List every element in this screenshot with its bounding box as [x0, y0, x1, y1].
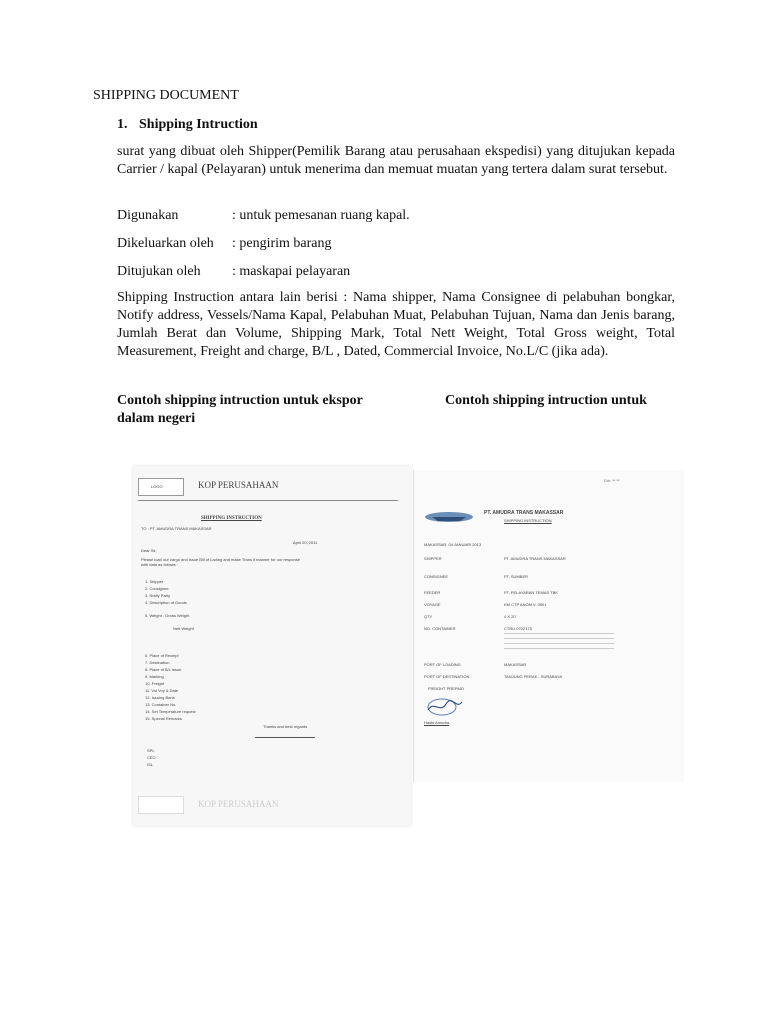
- field-row: [117, 235, 332, 253]
- company-name: PT. AMUDRA TRANS MAKASSAR: [484, 510, 564, 516]
- example-domestic-caption: Contoh shipping intruction untuk: [445, 393, 647, 408]
- list-item: 7. Destination: [145, 660, 170, 665]
- example-export-caption: Contoh shipping intruction untuk ekspor: [117, 393, 363, 408]
- section-heading-text: Shipping Intruction: [139, 117, 258, 132]
- field-key: Ditujukan oleh: [117, 264, 201, 279]
- field-value: : pengirim barang: [232, 236, 332, 251]
- list-item: 11. Vsl Voy & Date: [145, 688, 179, 693]
- contents-paragraph: Shipping Instruction antara lain berisi : Nama shipper, Nama Consignee di pelabuhan bongkar, Notify address, Vessels/Nama Kapal, Pelabuhan Muat, Pelabuhan Tujuan, Nama dan Jenis barang, Jumlah Berat dan Volume, Shipping Mark, Total Nett Weight, Total Gross weight, Total Measurement, Freight and charge, B/L , Dated, Commercial Invoice, No.L/C (jika ada).: [117, 290, 675, 359]
- freight-note: FREIGHT PREPAID: [428, 686, 464, 691]
- ship-logo-icon: [424, 510, 474, 524]
- sign-label: CEO: [147, 755, 156, 760]
- signer-name: Hasbi Amudra: [424, 720, 450, 725]
- divider: [138, 500, 398, 501]
- container-line: [504, 643, 614, 644]
- scan-closing: Thanks and best regards: [263, 724, 308, 729]
- sign-label: ISL: [147, 762, 154, 767]
- row-label: FEEDER: [424, 590, 441, 595]
- port-dest-label: PORT OF DESTINATION: [424, 674, 470, 679]
- row-label: CONSIGNEE: [424, 574, 449, 579]
- logo-box: [138, 478, 184, 496]
- document-title: SHIPPING DOCUMENT: [93, 88, 239, 103]
- row-label: SHIPPER: [424, 556, 442, 561]
- list-item: 6. Place of Receipt: [145, 653, 179, 658]
- section-heading: [117, 116, 258, 134]
- container-line: [504, 633, 614, 634]
- handwritten-note: Ditr. ᵃⁿ ⁿᵃ: [604, 478, 620, 483]
- list-item: 8. Place of B/L issue: [145, 667, 182, 672]
- port-loading-label: PORT OF LOADING: [424, 662, 461, 667]
- scan-domestic-instruction: [413, 470, 684, 782]
- scan-title: SHIPPING INSTRUCTION: [504, 518, 552, 523]
- list-item: 15. Special Remarks: [145, 716, 182, 721]
- example-domestic-caption-cont: dalam negeri: [117, 411, 196, 426]
- letterhead: KOP PERUSAHAAN: [198, 480, 279, 490]
- list-item: 13. Container No.: [145, 702, 177, 707]
- field-value: : maskapai pelayaran: [232, 264, 351, 279]
- field-row: [117, 207, 410, 225]
- list-item: 9. Marking: [145, 674, 164, 679]
- row-value: KM CTP ANOM V. 0901: [504, 602, 547, 607]
- port-dest-value: TANJUNG PERAK - SURABAYA: [504, 674, 563, 679]
- list-item: 2. Consignee: [145, 586, 169, 591]
- footer-logo-box: [138, 796, 184, 814]
- scan-to: TO : PT. AMUDRA TRANS MAKASSAR: [141, 526, 212, 531]
- list-item: 5. Weight : Gross Weight: [145, 613, 190, 618]
- row-value: CTRU 0702175: [504, 626, 532, 631]
- row-label: QTY: [424, 614, 433, 619]
- row-value: PT. SUMBER: [504, 574, 529, 579]
- list-item: 14. Set Temperature request: [145, 709, 196, 714]
- row-label: NO. CONTAINER: [424, 626, 456, 631]
- row-value: PT. PELAYARAN TEMAS TBK: [504, 590, 558, 595]
- logo-text: LOGO: [151, 484, 163, 489]
- field-key: Dikeluarkan oleh: [117, 236, 214, 251]
- list-item: 1. Shipper: [145, 579, 164, 584]
- scan-date: April 20, 2011: [293, 540, 318, 545]
- scan-salutation: Dear Sir,: [141, 548, 157, 553]
- row-value: PT. AMUDRA TRANS MAKASSAR: [504, 556, 566, 561]
- signature-line: [255, 737, 315, 738]
- scan-body: Please load our cargo and issue Bill of Lading and make Trans it manner for our response with data as follows :: [141, 557, 300, 567]
- field-key: Digunakan: [117, 208, 179, 223]
- list-item: 4. Description of Goods: [145, 600, 187, 605]
- list-item: 10. Freight: [145, 681, 165, 686]
- row-value: 4 X 20': [504, 614, 517, 619]
- scan-export-instruction: [133, 466, 411, 826]
- field-row: [117, 263, 350, 281]
- row-label: VOYAGE: [424, 602, 441, 607]
- container-line: [504, 638, 614, 639]
- scan-title: SHIPPING INSTRUCTION: [201, 516, 262, 521]
- footer-letterhead: KOP PERUSAHAAN: [198, 799, 279, 809]
- field-value: : untuk pemesanan ruang kapal.: [232, 208, 410, 223]
- list-item: 3. Notify Party: [145, 593, 171, 598]
- intro-paragraph: surat yang dibuat oleh Shipper(Pemilik Barang atau perusahaan ekspedisi) yang ditujukan kepada Carrier / kapal (Pelayaran) untuk menerima dan memuat muatan yang tertera dalam surat tersebut.: [117, 144, 675, 177]
- list-item: Nett Weight: [173, 626, 194, 631]
- container-line: [504, 648, 614, 649]
- place-date: MAKASSAR, 04 JANUARI 2013: [424, 542, 482, 547]
- sign-label: SPL: [147, 748, 155, 753]
- port-loading-value: MAKASSAR: [504, 662, 527, 667]
- section-number: 1.: [117, 117, 128, 132]
- signature-stamp-icon: [424, 696, 464, 718]
- list-item: 12. Issuing Bank: [145, 695, 175, 700]
